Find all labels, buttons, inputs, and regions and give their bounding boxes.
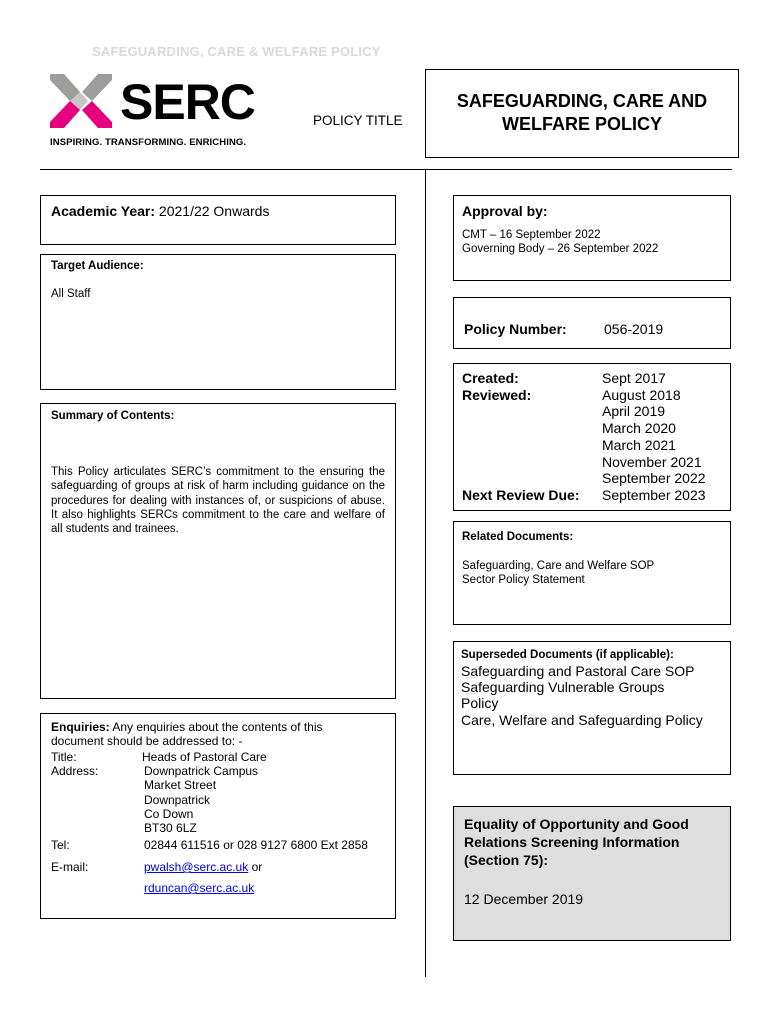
policy-title-line-1: SAFEGUARDING, CARE AND: [456, 91, 708, 111]
enquiries-tel-value: 02844 611516 or 028 9127 6800 Ext 2858: [144, 838, 368, 852]
policy-title-label: POLICY TITLE: [313, 113, 403, 128]
approval-box: [453, 195, 731, 281]
reviewed-date: November 2021: [602, 453, 702, 470]
superseded-documents-box: [453, 641, 731, 775]
academic-year-label: Academic Year:: [51, 203, 156, 219]
equality-label-3: (Section 75):: [464, 852, 549, 868]
enquiries-title-value: Heads of Pastoral Care: [142, 750, 267, 764]
policy-number-box: [453, 297, 731, 349]
academic-year-box: [40, 195, 396, 245]
address-line: Market Street: [144, 778, 217, 793]
superseded-document-item: Safeguarding Vulnerable Groups: [461, 679, 665, 696]
serc-logo: [46, 70, 261, 132]
logo-wordmark: SERC: [120, 74, 255, 130]
enquiries-title-label: Title:: [51, 750, 77, 764]
running-header: SAFEGUARDING, CARE & WELFARE POLICY: [92, 44, 381, 59]
dates-box: [453, 363, 731, 511]
target-audience-value: All Staff: [51, 288, 91, 300]
enquiries-address-label: Address:: [51, 764, 99, 778]
related-document-item: Safeguarding, Care and Welfare SOP: [462, 560, 655, 572]
reviewed-date: April 2019: [602, 403, 666, 420]
reviewed-label: Reviewed:: [462, 386, 532, 403]
target-audience-label: Target Audience:: [51, 260, 144, 272]
enquiries-email-label: E-mail:: [51, 860, 89, 874]
policy-number-label: Policy Number:: [464, 321, 567, 337]
target-audience-box: [40, 254, 396, 390]
policy-title-box: [425, 69, 739, 158]
superseded-document-item: Policy: [461, 695, 499, 712]
approval-line-1: CMT – 16 September 2022: [462, 229, 601, 241]
email-or: or: [248, 860, 263, 874]
approval-line-2: Governing Body – 26 September 2022: [462, 243, 659, 256]
address-line: Downpatrick Campus: [144, 764, 259, 778]
reviewed-date: August 2018: [602, 386, 681, 403]
enquiries-intro-2: document should be addressed to: -: [51, 734, 243, 749]
superseded-document-item: Safeguarding and Pastoral Care SOP: [461, 663, 695, 679]
policy-title: [426, 90, 738, 136]
summary-label: Summary of Contents:: [51, 410, 175, 422]
enquiries-box: [40, 713, 396, 919]
superseded-documents-label: Superseded Documents (if applicable):: [461, 649, 674, 661]
address-line: Co Down: [144, 806, 194, 821]
policy-number-value: 056-2019: [604, 321, 664, 337]
related-documents-label: Related Documents:: [462, 531, 574, 543]
header-divider: [40, 169, 732, 170]
summary-box: [40, 403, 396, 699]
equality-box: [453, 806, 731, 941]
enquiries-tel-label: Tel:: [51, 838, 70, 852]
address-line: BT30 6LZ: [144, 821, 197, 836]
superseded-document-item: Care, Welfare and Safeguarding Policy: [461, 711, 703, 728]
equality-label-1: Equality of Opportunity and Good: [464, 816, 689, 832]
equality-date: 12 December 2019: [464, 891, 584, 907]
email-link-rduncan[interactable]: rduncan@serc.ac.uk: [144, 881, 255, 895]
related-document-item: Sector Policy Statement: [462, 574, 585, 587]
equality-label-2: Relations Screening Information: [464, 834, 680, 850]
approval-label: Approval by:: [462, 203, 548, 219]
policy-title-line-2: WELFARE POLICY: [501, 114, 662, 134]
serc-logo-mark: [46, 70, 126, 132]
enquiries-intro-1: Any enquiries about the contents of this: [112, 720, 323, 734]
email-link-pwalsh[interactable]: pwalsh@serc.ac.uk: [144, 860, 249, 874]
address-line: Downpatrick: [144, 792, 211, 807]
next-review-date: September 2023: [602, 486, 706, 503]
next-review-label: Next Review Due:: [462, 486, 580, 503]
reviewed-date: March 2021: [602, 436, 676, 453]
created-label: Created:: [462, 370, 519, 386]
enquiries-address: [144, 764, 258, 835]
related-documents-box: [453, 521, 731, 625]
academic-year-value: 2021/22 Onwards: [158, 203, 270, 219]
reviewed-date: September 2022: [602, 470, 706, 487]
reviewed-date: March 2020: [602, 420, 676, 437]
logo-tagline: INSPIRING. TRANSFORMING. ENRICHING.: [50, 137, 247, 148]
summary-text: This Policy articulates SERC’s commitment to the ensuring the safeguarding of groups at risk of harm including guidance on the procedures for dealing with instances of, or suspicions of abuse. It also highlights SERCs commitment to the care and welfare of all students and trainees.: [51, 466, 385, 536]
created-date: Sept 2017: [602, 370, 666, 386]
column-divider: [425, 169, 426, 977]
enquiries-label: Enquiries:: [51, 720, 110, 734]
